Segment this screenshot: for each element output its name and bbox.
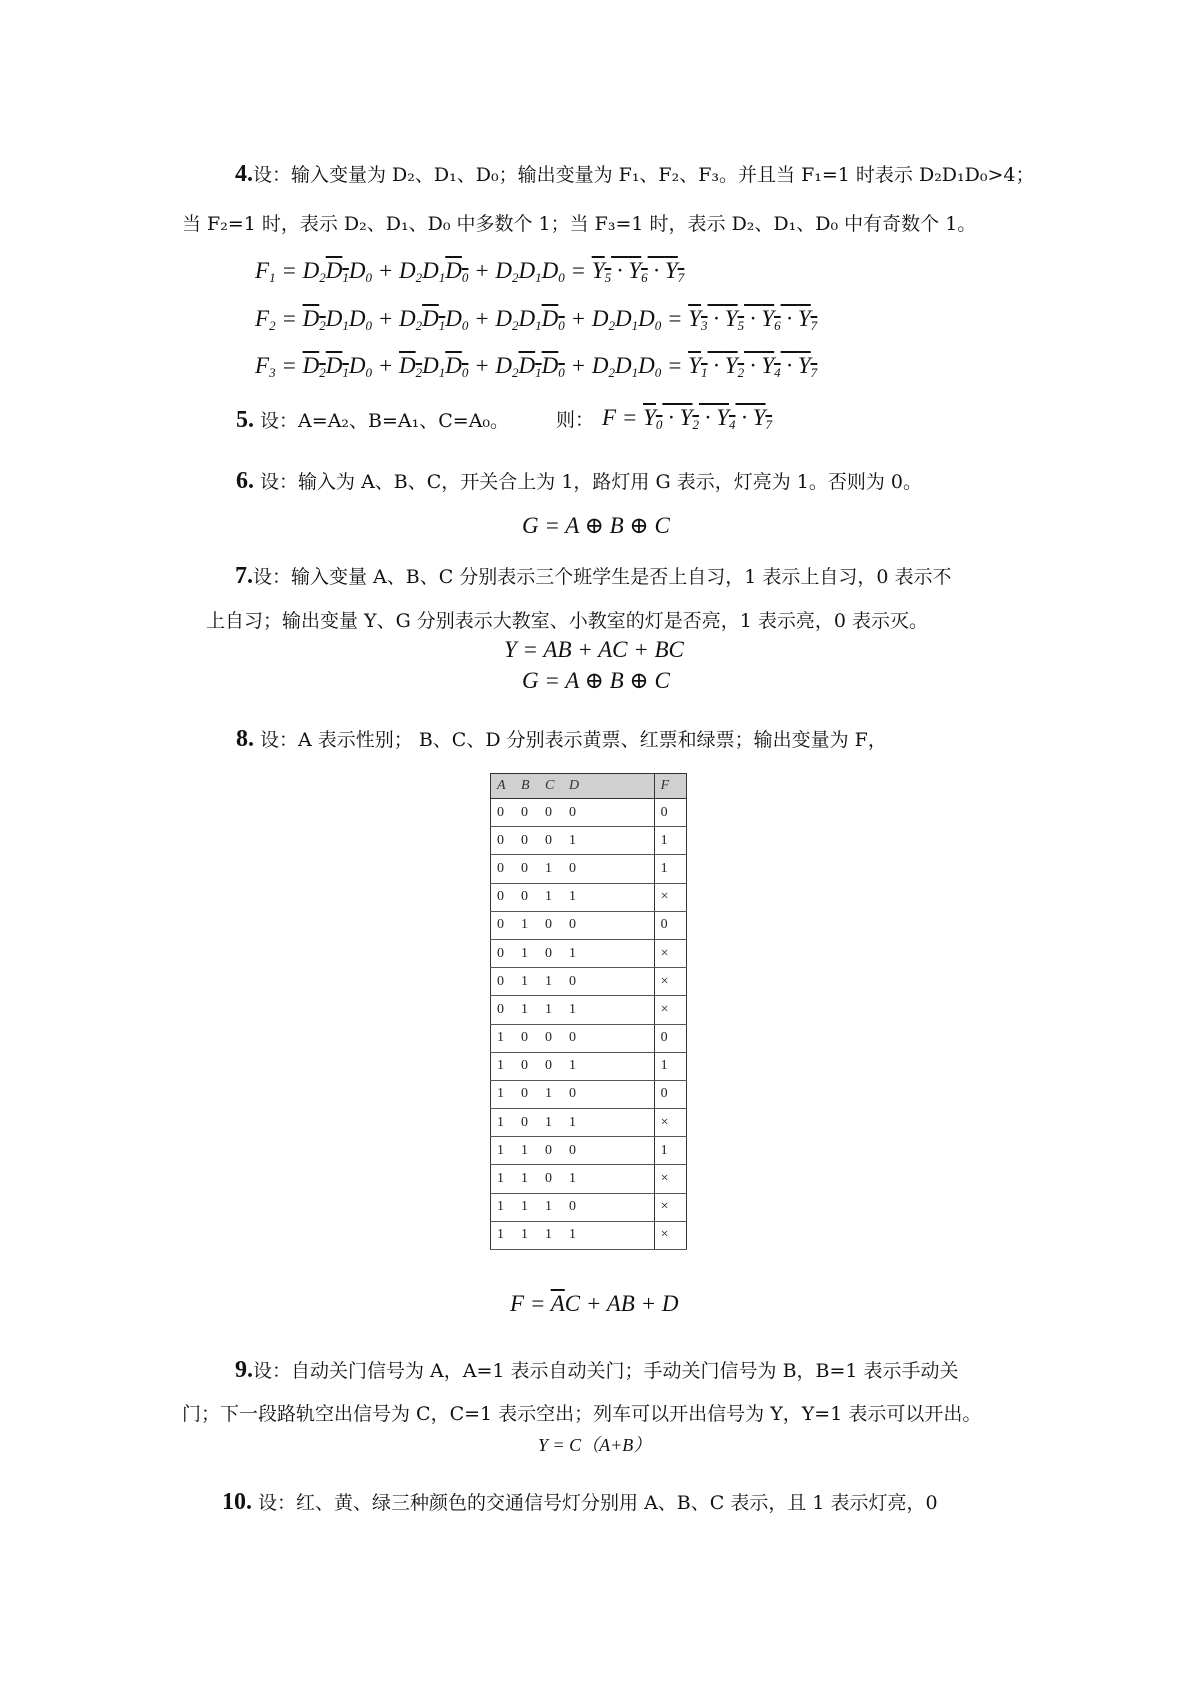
table-cell: 0 — [545, 1142, 552, 1158]
table-input-cells — [491, 1052, 655, 1080]
table-row — [491, 827, 687, 855]
p5-formula: $F = Y_0 \cdot Y_2 \cdot Y_4 \cdot Y_7$ — [602, 405, 773, 432]
table-output-cell: 0 — [654, 799, 686, 827]
p5-line — [236, 408, 509, 433]
truth-table-input-headers — [491, 774, 655, 799]
p9-number: 9. — [235, 1357, 253, 1383]
p9-text1: 设：自动关门信号为 A，A=1 表示自动关门；手动关门信号为 B，B=1 表示手动关 — [253, 1360, 959, 1382]
table-input-cells — [491, 1137, 655, 1165]
table-cell: 1 — [521, 1142, 528, 1158]
p7-line1 — [235, 564, 952, 589]
table-row — [491, 1052, 687, 1080]
p9-line1 — [235, 1358, 959, 1383]
table-row — [491, 1193, 687, 1221]
header-c: C — [545, 778, 555, 793]
p9-line2: 门；下一段路轨空出信号为 C，C=1 表示空出；列车可以开出信号为 Y，Y=1 表示可以开出。 — [182, 1403, 982, 1425]
table-input-cells — [491, 996, 655, 1024]
table-cell: 0 — [545, 832, 552, 848]
table-cell: 0 — [521, 860, 528, 876]
header-f: F — [654, 774, 686, 799]
p4-formula-f2: $F_2 = D_2D_1D_0 + D_2D_1D_0 + D_2D_1D_0 + D_2D_1D_0 = Y_3 \cdot Y_5 \cdot Y_6 \cdot Y_7$ — [255, 306, 818, 333]
p8-number: 8. — [236, 726, 254, 752]
table-row — [491, 1109, 687, 1137]
p4-formula-f3: $F_3 = D_2D_1D_0 + D_2D_1D_0 + D_2D_1D_0 + D_2D_1D_0 = Y_1 \cdot Y_2 \cdot Y_4 \cdot Y_7$ — [255, 353, 818, 380]
table-cell: 1 — [545, 889, 552, 905]
table-input-cells — [491, 827, 655, 855]
p4-text1: 设：输入变量为 D₂、D₁、D₀；输出变量为 F₁、F₂、F₃。并且当 F₁=1 时表示 D₂D₁D₀>4； — [253, 164, 1035, 186]
p6-number: 6. — [236, 468, 254, 494]
table-cell: 1 — [569, 889, 576, 905]
table-input-cells — [491, 799, 655, 827]
table-cell: 0 — [497, 889, 504, 905]
table-row — [491, 1165, 687, 1193]
table-cell: 1 — [569, 1058, 576, 1074]
p7-number: 7. — [235, 563, 253, 589]
table-cell: 1 — [497, 1058, 504, 1074]
table-cell: 0 — [569, 1030, 576, 1046]
p7-text1: 设：输入变量 A、B、C 分别表示三个班学生是否上自习，1 表示上自习，0 表示不 — [253, 566, 952, 588]
table-cell: 1 — [521, 1001, 528, 1017]
table-cell: 0 — [569, 804, 576, 820]
table-output-cell: × — [654, 1193, 686, 1221]
table-cell: 0 — [569, 973, 576, 989]
p8-line — [236, 727, 887, 752]
table-output-cell: × — [654, 1109, 686, 1137]
table-cell: 1 — [569, 1001, 576, 1017]
p10-number: 10. — [222, 1489, 252, 1515]
table-cell: 1 — [545, 1086, 552, 1102]
table-row — [491, 1221, 687, 1249]
table-output-cell: 1 — [654, 1137, 686, 1165]
table-output-cell: 0 — [654, 1024, 686, 1052]
p5-then: 则： — [556, 409, 595, 431]
table-cell: 1 — [497, 1171, 504, 1187]
table-cell: 1 — [497, 1227, 504, 1243]
p5-text: 设：A=A₂、B=A₁、C=A₀。 — [260, 410, 510, 432]
table-cell: 1 — [569, 1227, 576, 1243]
p4-line1 — [235, 162, 1035, 187]
table-output-cell: × — [654, 996, 686, 1024]
p10-text: 设：红、黄、绿三种颜色的交通信号灯分别用 A、B、C 表示，且 1 表示灯亮，0 — [258, 1492, 938, 1514]
table-cell: 0 — [521, 1058, 528, 1074]
p7-formula-g: G = A ⊕ B ⊕ C — [522, 668, 670, 693]
table-cell: 0 — [545, 945, 552, 961]
table-cell: 1 — [497, 1086, 504, 1102]
table-row — [491, 1080, 687, 1108]
table-cell: 1 — [545, 973, 552, 989]
table-row — [491, 911, 687, 939]
table-cell: 1 — [569, 1114, 576, 1130]
table-output-cell: × — [654, 1165, 686, 1193]
table-row — [491, 883, 687, 911]
p10-line — [222, 1490, 938, 1515]
p4-number: 4. — [235, 161, 253, 187]
table-cell: 0 — [497, 1001, 504, 1017]
table-cell: 1 — [545, 1001, 552, 1017]
p4-formula-f1: $F_1 = D_2D_1D_0 + D_2D_1D_0 + D_2D_1D_0 = Y_5 \cdot Y_6 \cdot Y_7$ — [255, 258, 685, 285]
table-row — [491, 1024, 687, 1052]
table-cell: 0 — [497, 917, 504, 933]
table-cell: 0 — [569, 1086, 576, 1102]
table-output-cell: 0 — [654, 911, 686, 939]
table-cell: 0 — [521, 1086, 528, 1102]
header-d: D — [569, 778, 580, 793]
truth-table-header — [491, 774, 687, 799]
table-cell: 0 — [545, 917, 552, 933]
table-output-cell: 1 — [654, 855, 686, 883]
table-cell: 0 — [497, 832, 504, 848]
p6-formula: G = A ⊕ B ⊕ C — [522, 513, 670, 538]
table-cell: 0 — [497, 804, 504, 820]
table-input-cells — [491, 968, 655, 996]
header-b: B — [521, 778, 530, 793]
table-cell: 1 — [521, 973, 528, 989]
p4-line2: 当 F₂=1 时，表示 D₂、D₁、D₀ 中多数个 1；当 F₃=1 时，表示 D₂、D₁、D₀ 中有奇数个 1。 — [182, 213, 977, 235]
table-output-cell: × — [654, 939, 686, 967]
table-cell: 0 — [497, 860, 504, 876]
table-output-cell: × — [654, 968, 686, 996]
table-input-cells — [491, 1109, 655, 1137]
table-input-cells — [491, 1165, 655, 1193]
table-cell: 1 — [497, 1114, 504, 1130]
table-cell: 0 — [569, 917, 576, 933]
table-row — [491, 799, 687, 827]
table-cell: 1 — [545, 1114, 552, 1130]
table-input-cells — [491, 1221, 655, 1249]
table-row — [491, 996, 687, 1024]
p8-text: 设：A 表示性别； B、C、D 分别表示黄票、红票和绿票；输出变量为 F， — [260, 729, 887, 751]
header-a: A — [497, 778, 506, 793]
table-cell: 1 — [545, 1199, 552, 1215]
table-cell: 1 — [521, 945, 528, 961]
table-row — [491, 1137, 687, 1165]
table-output-cell: × — [654, 883, 686, 911]
table-input-cells — [491, 939, 655, 967]
table-cell: 1 — [545, 860, 552, 876]
table-row — [491, 939, 687, 967]
table-cell: 1 — [521, 1227, 528, 1243]
table-output-cell: 1 — [654, 827, 686, 855]
truth-table-body — [491, 799, 687, 1250]
table-cell: 1 — [569, 1171, 576, 1187]
table-input-cells — [491, 855, 655, 883]
p6-text: 设：输入为 A、B、C，开关合上为 1，路灯用 G 表示，灯亮为 1。否则为 0。 — [260, 471, 922, 493]
p9-formula: Y = C（A+B） — [538, 1435, 652, 1455]
table-cell: 0 — [521, 1030, 528, 1046]
table-cell: 0 — [521, 889, 528, 905]
table-cell: 0 — [545, 804, 552, 820]
table-cell: 1 — [569, 945, 576, 961]
table-cell: 0 — [521, 832, 528, 848]
table-cell: 1 — [521, 917, 528, 933]
table-output-cell: 1 — [654, 1052, 686, 1080]
table-cell: 1 — [497, 1030, 504, 1046]
table-cell: 0 — [569, 1199, 576, 1215]
table-cell: 0 — [569, 860, 576, 876]
table-output-cell: × — [654, 1221, 686, 1249]
table-input-cells — [491, 883, 655, 911]
table-cell: 1 — [521, 1199, 528, 1215]
table-cell: 0 — [497, 973, 504, 989]
table-row — [491, 968, 687, 996]
table-cell: 0 — [545, 1171, 552, 1187]
table-cell: 0 — [521, 804, 528, 820]
p5-number: 5. — [236, 407, 254, 433]
p8-formula: $F = \overline{A}C$ + AB + D — [510, 1291, 679, 1316]
table-cell: 1 — [497, 1199, 504, 1215]
table-input-cells — [491, 1024, 655, 1052]
table-cell: 0 — [545, 1058, 552, 1074]
table-cell: 1 — [569, 832, 576, 848]
table-cell: 0 — [545, 1030, 552, 1046]
table-cell: 0 — [497, 945, 504, 961]
table-input-cells — [491, 911, 655, 939]
table-cell: 0 — [521, 1114, 528, 1130]
table-input-cells — [491, 1193, 655, 1221]
p6-line — [236, 469, 922, 494]
truth-table — [490, 773, 687, 1250]
p7-formula-y: Y = AB + AC + BC — [504, 637, 684, 662]
table-cell: 0 — [569, 1142, 576, 1158]
table-cell: 1 — [545, 1227, 552, 1243]
table-row — [491, 855, 687, 883]
table-cell: 1 — [521, 1171, 528, 1187]
table-cell: 1 — [497, 1142, 504, 1158]
p7-line2: 上自习；输出变量 Y、G 分别表示大教室、小教室的灯是否亮，1 表示亮，0 表示灭。 — [206, 610, 929, 632]
table-output-cell: 0 — [654, 1080, 686, 1108]
table-input-cells — [491, 1080, 655, 1108]
